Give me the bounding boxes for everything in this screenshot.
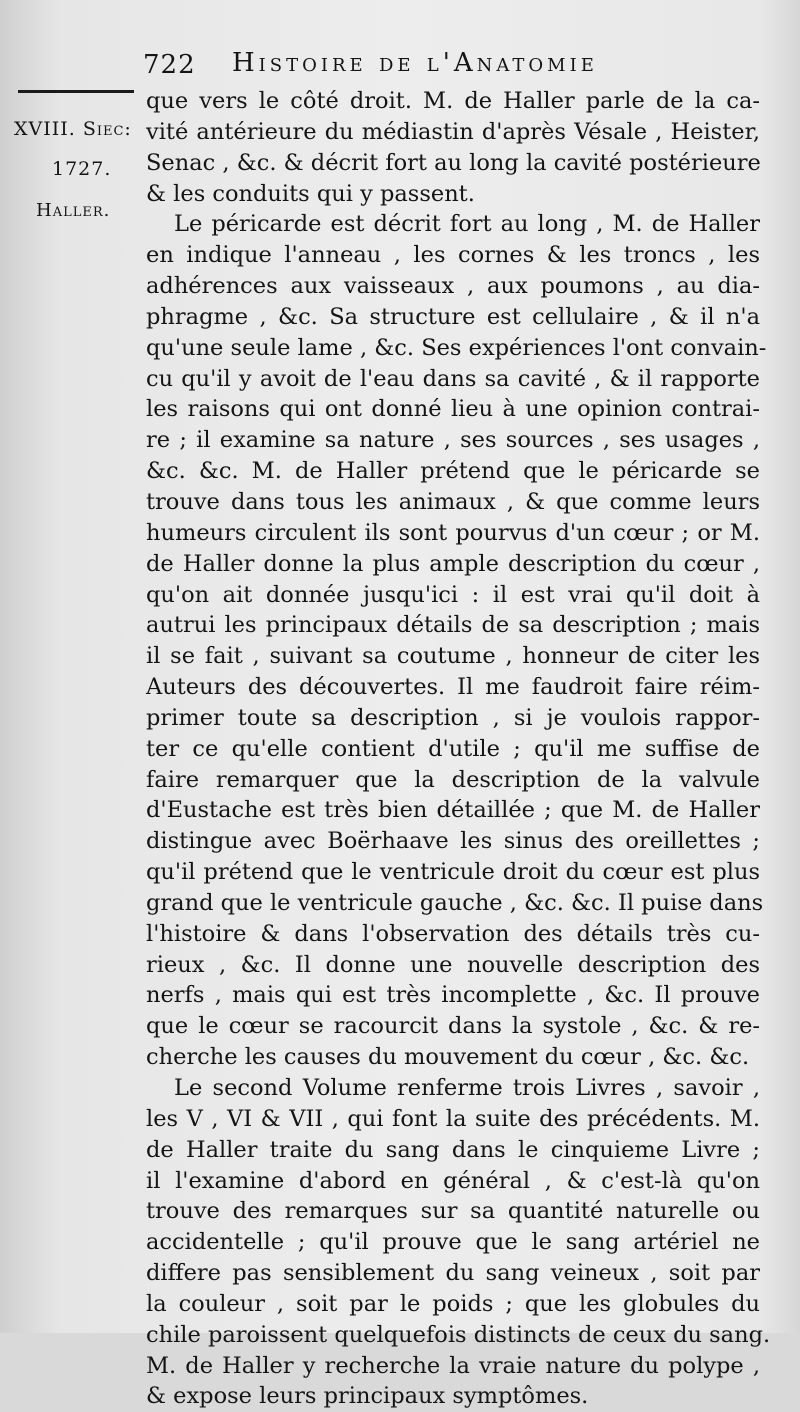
text-line: trouve dans tous les animaux , & que comme leurs [146,488,760,515]
text-line: en indique l'anneau , les cornes & les troncs , les [146,242,760,269]
text-line: cu qu'il y avoit de l'eau dans sa cavité , & il rapporte [146,365,760,392]
margin-rule [18,90,134,93]
text-line: les raisons qui ont donné lieu à une opinion contrai- [146,396,760,423]
text-line: grand que le ventricule gauche , &c. &c. Il puise dans [146,889,764,916]
text-line: cherche les causes du mouvement du cœur , &c. &c. [146,1044,750,1071]
text-line: Le second Volume renferme trois Livres , savoir , [174,1075,760,1101]
text-line: autrui les principaux détails de sa description ; mais [146,612,760,639]
text-line: rieux , &c. Il donne une nouvelle description des [146,951,760,978]
margin-note-year: 1727. [52,158,112,180]
margin-note-author: Haller. [36,200,111,221]
text-line: Senac , &c. & décrit fort au long la cavité postérieure [146,149,761,176]
text-line: qu'on ait donnée jusqu'ici : il est vrai qu'il doit à [146,581,760,608]
running-title: Histoire de l'Anatomie [232,48,598,78]
text-line: adhérences aux vaisseaux , aux poumons , au dia- [146,273,760,300]
text-line: qu'une seule lame , &c. Ses expériences l'ont convain- [146,334,767,361]
text-line: faire remarquer que la description de la valvule [146,766,760,793]
text-line: humeurs circulent ils sont pourvus d'un cœur ; or M. [146,519,760,546]
text-line: d'Eustache est très bien détaillée ; que M. de Haller [146,797,760,824]
text-line: differe pas sensiblement du sang veineux , soit par [146,1260,760,1287]
text-line: il l'examine d'abord en général , & c'est-là qu'on [146,1167,760,1194]
text-line: de Haller donne la plus ample description du cœur , [146,550,760,577]
body-text [146,86,771,1412]
text-line: l'histoire & dans l'observation des détails très cu- [146,920,760,947]
margin-note-century: XVIII. Siec: [14,118,132,140]
text-line: &c. &c. M. de Haller prétend que le péricarde se [146,458,760,485]
text-line: accidentelle ; qu'il prouve que le sang artériel ne [146,1229,760,1256]
text-line: & expose leurs principaux symptômes. [146,1383,589,1410]
text-line: ter ce qu'elle contient d'utile ; qu'il me suffise de [146,735,760,762]
text-line: & les conduits qui y passent. [146,180,475,207]
text-line: de Haller traite du sang dans le cinquieme Livre ; [146,1136,760,1163]
page-number: 722 [143,50,196,80]
text-line: chile paroissent quelquefois distincts de ceux du sang. [146,1321,771,1348]
text-line: distingue avec Boërhaave les sinus des oreillettes ; [146,828,760,855]
running-head [0,46,800,86]
text-line: re ; il examine sa nature , ses sources , ses usages , [146,427,760,454]
text-line: M. de Haller y recherche la vraie nature du polype , [146,1352,760,1379]
text-line: qu'il prétend que le ventricule droit du cœur est plus [146,859,760,886]
text-line: Auteurs des découvertes. Il me faudroit faire réim- [146,674,760,701]
text-line: que vers le côté droit. M. de Haller parle de la ca- [146,88,760,114]
text-line: la couleur , soit par le poids ; que les globules du [146,1290,760,1317]
text-line: Le péricarde est décrit fort au long , M. de Haller [174,211,760,238]
text-line: phragme , &c. Sa structure est cellulaire , & il n'a [146,303,760,330]
text-line: les V , VI & VII , qui font la suite des précédents. M. [146,1105,760,1132]
text-line: primer toute sa description , si je voulois rappor- [146,704,760,731]
text-line: vité antérieure du médiastin d'après Vésale , Heister, [146,118,760,145]
text-line: trouve des remarques sur sa quantité naturelle ou [146,1198,760,1225]
text-line: il se fait , suivant sa coutume , honneur de citer les [146,643,760,670]
text-line: nerfs , mais qui est très incomplette , &c. Il prouve [146,982,760,1009]
text-line: que le cœur se racourcit dans la systole , &c. & re- [146,1013,760,1040]
